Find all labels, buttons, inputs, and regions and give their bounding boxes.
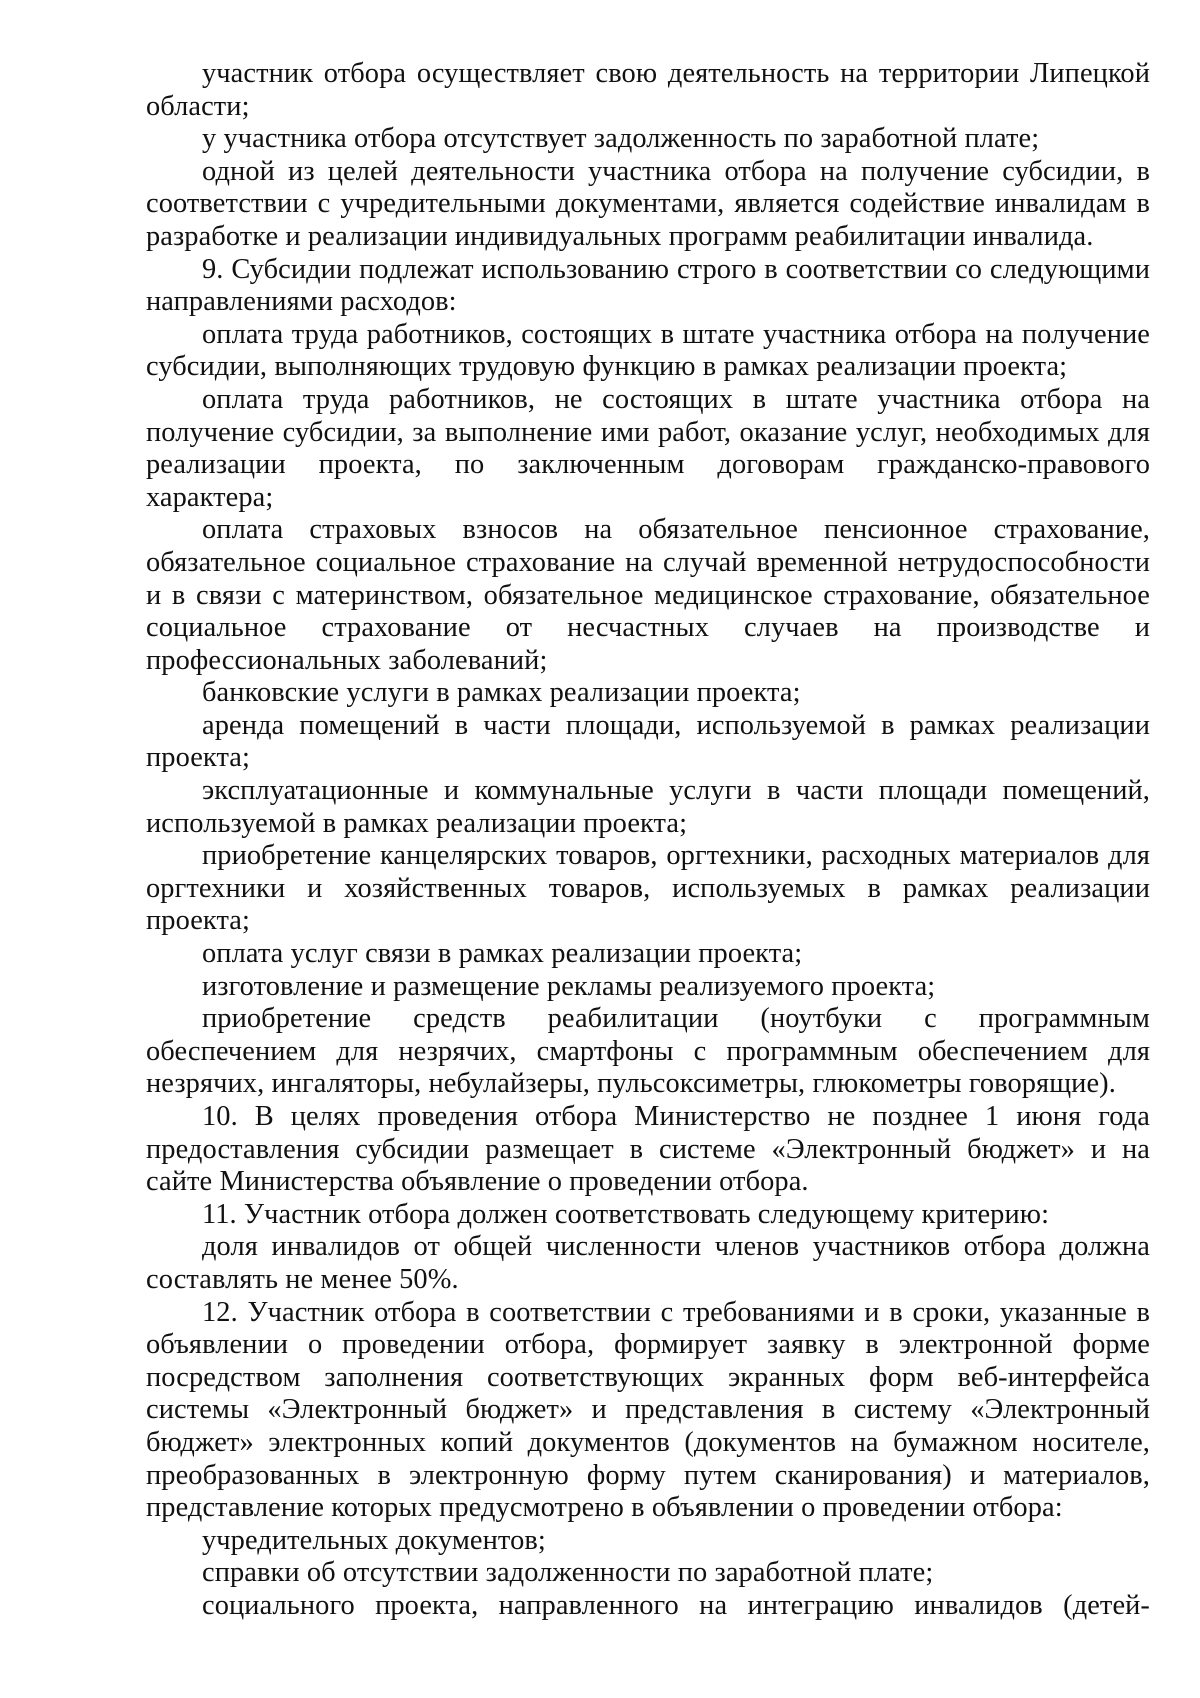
paragraph: 11. Участник отбора должен соответствовать следующему критерию: [202,1198,1050,1230]
paragraph: изготовление и размещение рекламы реализуемого проекта; [202,970,936,1002]
paragraph: доля инвалидов от общей численности членов участников отбора должна составлять не менее 50%. [146,1231,1150,1295]
paragraph: 9. Субсидии подлежат использованию строго в соответствии со следующими направлениями расходов: [146,253,1150,318]
paragraph: 10. В целях проведения отбора Министерство не позднее 1 июня года предоставления субсидии размещает в системе «Электронный бюджет» и на сайте Министерства объявление о проведении отбора. [146,1101,1150,1198]
paragraph: у участника отбора отсутствует задолженность по заработной плате; [202,123,1040,155]
paragraph: аренда помещений в части площади, используемой в рамках реализации проекта; [146,709,1150,774]
paragraph: справки об отсутствии задолженности по заработной плате; [202,1557,934,1589]
document-body [146,58,1150,1623]
paragraph: приобретение средств реабилитации (ноутбуки с программным обеспечением для незрячих, смартфоны с программным обеспечением для незрячих, ингаляторы, небулайзеры, пульсоксиметры, глюкометры говорящие). [146,1003,1150,1100]
paragraph: оплата труда работников, не состоящих в штате участника отбора на получение субсидии, за выполнение ими работ, оказание услуг, необходимых для реализации проекта, по заключенным договорам гражданско-правового характера; [146,383,1150,513]
paragraph: оплата страховых взносов на обязательное пенсионное страхование, обязательное социальное страхование на случай временной нетрудоспособности и в связи с материнством, обязательное медицинское страхование, обязательное социальное страхование от несчастных случаев на производстве и профессиональных заболеваний; [146,514,1150,676]
paragraph: участник отбора осуществляет свою деятельность на территории Липецкой области; [146,58,1150,122]
paragraph: 12. Участник отбора в соответствии с требованиями и в сроки, указанные в объявлении о проведении отбора, формирует заявку в электронной форме посредством заполнения соответствующих экранных форм веб-интерфейса системы «Электронный бюджет» и представления в систему «Электронный бюджет» электронных копий документов (документов на бумажном носителе, преобразованных в электронную форму путем сканирования) и материалов, представление которых предусмотрено в объявлении о проведении отбора: [146,1296,1150,1524]
paragraph: эксплуатационные и коммунальные услуги в части площади помещений, используемой в рамках реализации проекта; [146,775,1150,839]
paragraph: банковские услуги в рамках реализации проекта; [202,677,801,709]
paragraph: учредительных документов; [202,1524,546,1556]
paragraph: приобретение канцелярских товаров, оргтехники, расходных материалов для оргтехники и хозяйственных товаров, используемых в рамках реализации проекта; [146,840,1150,937]
paragraph: одной из целей деятельности участника отбора на получение субсидии, в соответствии с учредительными документами, является содействие инвалидам в разработке и реализации индивидуальных программ реабилитации инвалида. [146,155,1150,252]
paragraph: оплата труда работников, состоящих в штате участника отбора на получение субсидии, выполняющих трудовую функцию в рамках реализации проекта; [146,318,1150,383]
paragraph: социального проекта, направленного на интеграцию инвалидов (детей- [202,1589,1150,1621]
paragraph: оплата услуг связи в рамках реализации проекта; [202,938,803,970]
